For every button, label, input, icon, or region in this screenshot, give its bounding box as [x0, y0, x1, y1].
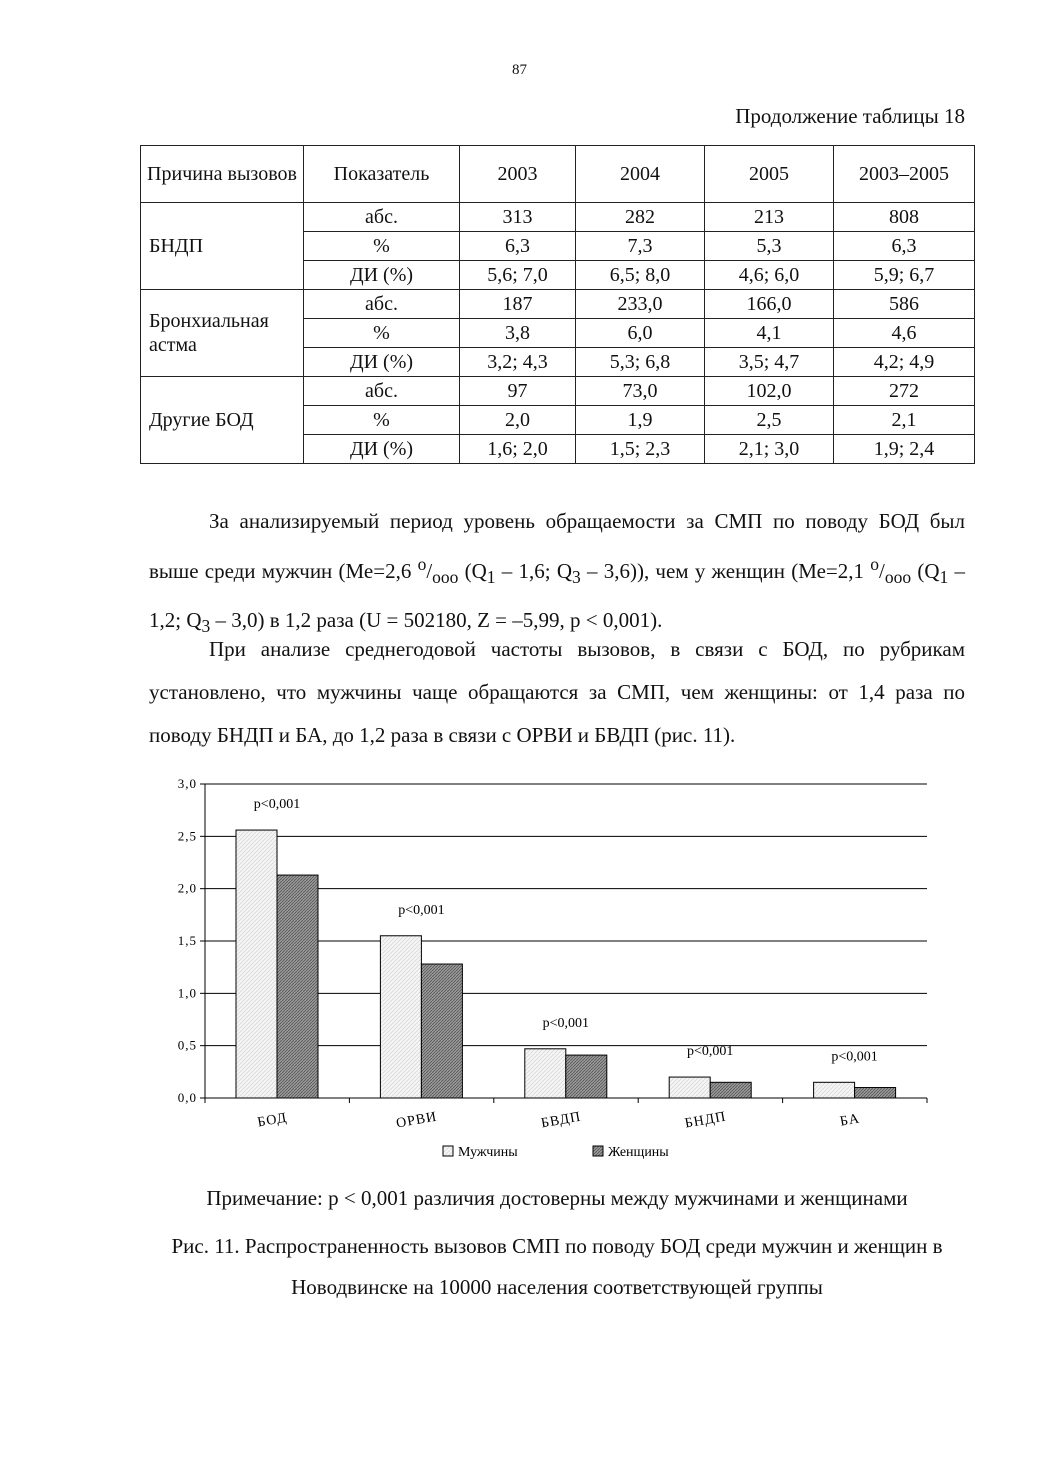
- cause-cell: Другие БОД: [141, 377, 304, 464]
- cause-cell: БНДП: [141, 203, 304, 290]
- bar-women: [277, 875, 318, 1098]
- header-cell: 2004: [576, 146, 705, 203]
- table-cell: 2,0: [460, 406, 576, 435]
- cause-cell: Бронхиальная астма: [141, 290, 304, 377]
- table-cell: 4,1: [705, 319, 834, 348]
- table-row: [141, 290, 975, 319]
- y-tick-label: 1,0: [177, 985, 197, 1001]
- table-cell: %: [304, 406, 460, 435]
- table-cell: 4,6; 6,0: [705, 261, 834, 290]
- p-value-annotation: р<0,001: [542, 1015, 590, 1031]
- table-cell: 1,5; 2,3: [576, 435, 705, 464]
- paragraph-1: За анализируемый период уровень обращаемости за СМП по поводу БОД был выше среди мужчин (Ме=2,6 $^о/_{ооо}$ ($Q_1 - 1,6$; $Q_3 - 3,6$)), чем у женщин (Ме=2,1 $^о/_{ооо}$ ($Q_1 - 1,2$; $Q_3 - 3,0$) в 1,2 раза (U = 502180, Z = –5,99, р < 0,001).: [149, 509, 965, 637]
- table-cell: 282: [576, 203, 705, 232]
- table-row: [141, 203, 975, 232]
- header-cell: 2005: [705, 146, 834, 203]
- bar-women: [710, 1082, 751, 1098]
- bar-women: [566, 1055, 607, 1098]
- p-value-annotation: р<0,001: [253, 797, 301, 813]
- table-cell: 2,5: [705, 406, 834, 435]
- y-tick-label: 2,5: [177, 828, 197, 844]
- bar-men: [236, 830, 277, 1098]
- table-cell: 5,3: [705, 232, 834, 261]
- table-cell: 2,1: [834, 406, 975, 435]
- x-tick-label: ОРВИ: [395, 1109, 439, 1132]
- y-tick-label: 1,5: [177, 933, 197, 948]
- bar-men: [380, 936, 421, 1098]
- table-cell: 5,3; 6,8: [576, 348, 705, 377]
- table-cell: ДИ (%): [304, 348, 460, 377]
- figure-caption: Рис. 11. Распространенность вызовов СМП по поводу БОД среди мужчин и женщин в Новодвинске на 10000 населения соответствующей группы: [171, 1234, 943, 1299]
- table-cell: ДИ (%): [304, 261, 460, 290]
- header-cell: Показатель: [304, 146, 460, 203]
- data-table: [140, 145, 975, 464]
- x-tick-label: БВДП: [539, 1109, 583, 1132]
- bar-chart: [150, 770, 940, 1170]
- figure-note: Примечание: р < 0,001 различия достоверны между мужчинами и женщинами: [206, 1186, 908, 1210]
- x-tick-label: БНДП: [683, 1109, 728, 1132]
- x-tick-label: БОД: [256, 1110, 289, 1131]
- legend-label: Женщины: [608, 1145, 669, 1160]
- y-tick-label: 0,0: [177, 1090, 197, 1105]
- table-cell: 6,0: [576, 319, 705, 348]
- table-cell: 73,0: [576, 377, 705, 406]
- table-cell: абс.: [304, 377, 460, 406]
- header-cell: 2003–2005: [834, 146, 975, 203]
- table-cell: 233,0: [576, 290, 705, 319]
- table-cell: 6,5; 8,0: [576, 261, 705, 290]
- table-cell: 2,1; 3,0: [705, 435, 834, 464]
- table-cell: 1,6; 2,0: [460, 435, 576, 464]
- table-row: [141, 377, 975, 406]
- table-cell: 4,2; 4,9: [834, 348, 975, 377]
- table-cell: 6,3: [460, 232, 576, 261]
- y-tick-label: 2,0: [177, 880, 197, 896]
- table-cell: 1,9: [576, 406, 705, 435]
- table-cell: 586: [834, 290, 975, 319]
- table-cell: 166,0: [705, 290, 834, 319]
- table-cell: ДИ (%): [304, 435, 460, 464]
- legend-label: Мужчины: [458, 1145, 518, 1160]
- table-cell: 313: [460, 203, 576, 232]
- table-cell: 97: [460, 377, 576, 406]
- table-caption: Продолжение таблицы 18: [735, 104, 965, 128]
- table-cell: 5,9; 6,7: [834, 261, 975, 290]
- bar-men: [525, 1049, 566, 1098]
- page-number: 87: [512, 62, 527, 78]
- table-header-row: [141, 146, 975, 203]
- bar-women: [855, 1088, 896, 1098]
- header-cell: Причина вызовов: [141, 146, 304, 203]
- table-cell: 4,6: [834, 319, 975, 348]
- table-cell: 3,8: [460, 319, 576, 348]
- table-cell: 213: [705, 203, 834, 232]
- p-value-annotation: р<0,001: [831, 1049, 878, 1065]
- y-tick-label: 3,0: [177, 776, 197, 791]
- p-value-annotation: р<0,001: [686, 1044, 734, 1060]
- table-cell: абс.: [304, 203, 460, 232]
- header-cell: 2003: [460, 146, 576, 203]
- p-value-annotation: р<0,001: [398, 902, 445, 918]
- table-cell: 272: [834, 377, 975, 406]
- table-cell: 6,3: [834, 232, 975, 261]
- table-cell: 3,2; 4,3: [460, 348, 576, 377]
- table-cell: 102,0: [705, 377, 834, 406]
- paragraph-2: При анализе среднегодовой частоты вызовов, в связи с БОД, по рубрикам установлено, что мужчины чаще обращаются за СМП, чем женщины: от 1,4 раза по поводу БНДП и БА, до 1,2 раза в связи с ОРВИ и БВДП (рис. 11).: [149, 637, 965, 747]
- legend-swatch: [593, 1146, 603, 1156]
- x-tick-label: БА: [838, 1111, 862, 1130]
- legend-swatch: [443, 1146, 453, 1156]
- table-cell: 187: [460, 290, 576, 319]
- bar-men: [814, 1082, 855, 1098]
- table-cell: %: [304, 232, 460, 261]
- table-cell: %: [304, 319, 460, 348]
- bar-women: [421, 964, 462, 1098]
- table-cell: 1,9; 2,4: [834, 435, 975, 464]
- table-cell: абс.: [304, 290, 460, 319]
- table-cell: 7,3: [576, 232, 705, 261]
- table-cell: 808: [834, 203, 975, 232]
- table-cell: 5,6; 7,0: [460, 261, 576, 290]
- bar-men: [669, 1077, 710, 1098]
- table-cell: 3,5; 4,7: [705, 348, 834, 377]
- y-tick-label: 0,5: [177, 1037, 197, 1053]
